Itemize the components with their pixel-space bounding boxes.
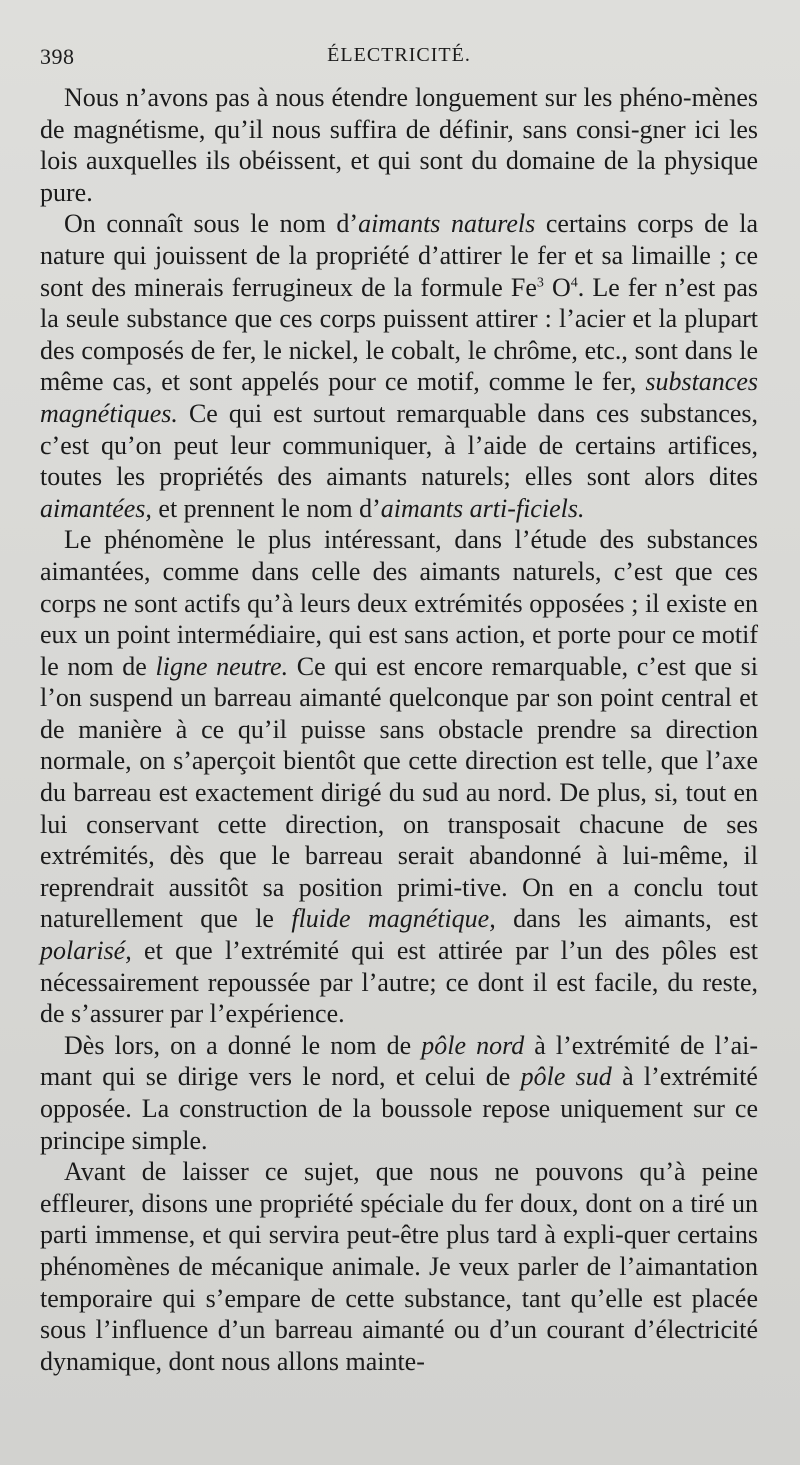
page-number: 398 [40,44,75,69]
italic-term: ligne neutre. [155,651,289,681]
text-run: et prennent le nom d’ [151,493,381,523]
text-run: Ce qui est encore remarquable, c’est que si l’on suspend un barreau aimanté quelconque par son point central et de manière à ce qu’il puisse sans obstacle prendre sa direction normale, on s’aperçoit bientôt que cette direction est telle, que l’axe du barreau est exactement dirigé du sud au nord. De plus, si, tout en lui conservant cette direction, on transposait chacune de ses extrémités, dès que le barreau serait abandonné à lui-même, il reprendrait aussitôt sa position primi-tive. On en a conclu tout naturellement que le [40,651,759,934]
superscript: 4 [570,274,578,290]
paragraph [40,82,758,208]
paragraph [40,524,758,1030]
italic-term: aimants arti-ficiels. [380,493,585,523]
italic-term: fluide magnétique, [291,904,496,934]
text-run: à l’extrémité opposée. La construction de la boussole repose uniquement sur ce principe simple. [40,1062,758,1155]
text-run: et que l’extrémité qui est attirée par l’un des pôles est nécessairement repoussée par l’autre; ce dont il est facile, du reste, de s’assurer par l’expérience. [40,936,758,1029]
text-run: certains corps de la nature qui jouissent de la propriété d’attirer le fer et sa limaille ; ce sont des minerais ferrugineux de la formule Fe [40,209,759,302]
text-run: . Le fer n’est pas la seule substance que ces corps puissent attirer : l’acier et la plupart des composés de fer, le nickel, le cobalt, le chrôme, etc., sont dans le même cas, et sont appelés pour ce motif, comme le fer, [40,272,758,397]
running-head: ÉLECTRICITÉ. [327,44,471,66]
page-header [40,34,758,74]
text-run: On connaît sous le nom d’ [64,209,359,239]
paragraph [40,208,758,524]
superscript: 3 [536,274,544,290]
text-run: Nous n’avons pas à nous étendre longuement sur les phéno-mènes de magnétisme, qu’il nous suffira de définir, sans consi-gner ici les lois auxquelles ils obéissent, et qui sont du domaine de la physique pure. [40,83,758,207]
body-text [40,82,758,1377]
italic-term: aimants naturels [358,209,536,239]
text-run: Ce qui est surtout remarquable dans ces substances, c’est qu’on peut leur communiquer, à l’aide de certains artifices, toutes les propriétés des aimants naturels; elles sont alors dites [40,398,758,492]
italic-term: pôle nord [421,1030,525,1060]
italic-term: pôle sud [520,1062,612,1092]
text-run: à l’extrémité de l’ai-mant qui se dirige vers le nord, et celui de [40,1030,758,1092]
text-run: dans les aimants, est [495,904,758,934]
italic-term: polarisé, [40,936,132,966]
italic-term: aimantées, [40,493,152,523]
paragraph [40,1156,758,1377]
paragraph [40,1030,758,1156]
text-run: Dès lors, on a donné le nom de [64,1030,422,1060]
italic-term: substances magnétiques. [40,367,758,428]
text-run: Le phénomène le plus intéressant, dans l’étude des substances aimantées, comme dans celle des aimants naturels, c’est que ces corps ne sont actifs qu’à leurs deux extrémités opposées ; il existe en eux un point intermédiaire, qui est sans action, et porte pour ce motif le nom de [40,525,758,681]
text-run: O [543,272,571,302]
text-run: Avant de laisser ce sujet, que nous ne pouvons qu’à peine effleurer, disons une propriété spéciale du fer doux, dont on a tiré un parti immense, et qui servira peut-être plus tard à expli-quer certains phénomènes de mécanique animale. Je veux parler de l’aimantation temporaire qui s’empare de cette substance, tant qu’elle est placée sous l’influence d’un barreau aimanté ou d’un courant d’électricité dynamique, dont nous allons mainte- [40,1157,758,1376]
